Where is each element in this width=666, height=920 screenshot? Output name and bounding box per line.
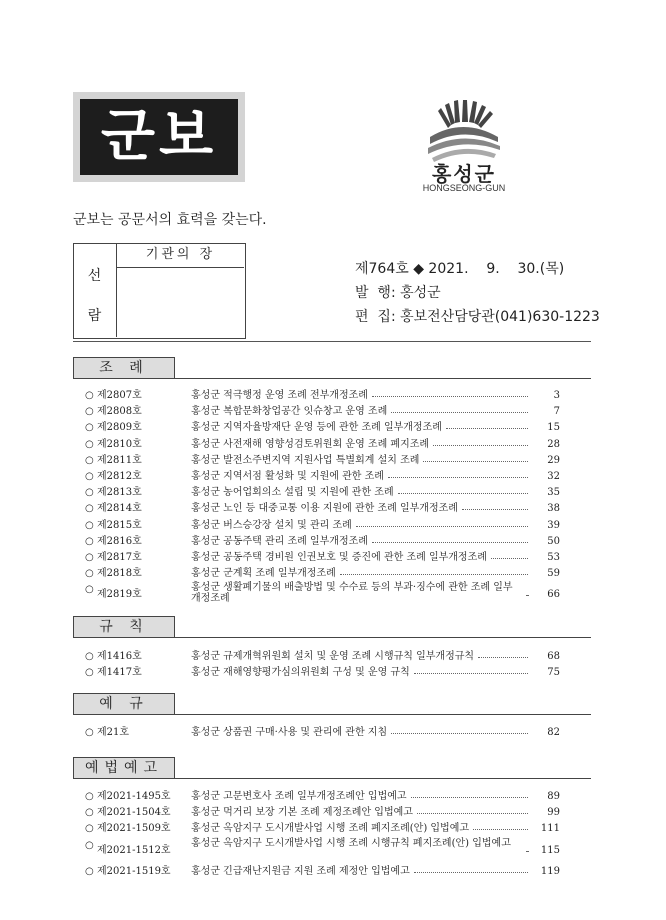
bullet-icon: ○ [85,422,94,434]
section-rule [73,778,591,779]
dot-leader [526,851,528,852]
item-page: 53 [547,552,560,563]
section-rule [73,637,591,638]
dot-leader [414,872,528,873]
item-title: 홍성군 옥암지구 도시개발사업 시행 조례 시행규칙 폐지조례(안) 입법예고 [191,837,511,849]
list-item [85,534,560,550]
bullet-icon: ○ [85,390,94,401]
item-number: 제2021-1509호 [97,823,171,835]
item-page: 38 [547,503,560,515]
item-page: 32 [547,471,560,482]
bullet-icon: ○ [85,651,94,662]
item-page: 68 [547,651,560,662]
item-page: 99 [547,807,560,819]
bullet-icon: ○ [85,807,94,819]
list-item [85,453,560,469]
section-rule [73,714,591,715]
bullet-icon: ○ [85,438,94,450]
item-number: 제2811호 [97,454,142,466]
item-number: 제2808호 [97,406,142,418]
bullet-icon: ○ [85,823,94,835]
publisher-line: 발 행: 홍성군 [355,285,441,301]
page-title: 군보 [80,99,238,175]
bullet-icon: ○ [85,487,94,499]
item-number: 제2818호 [97,568,142,580]
item-number: 제2021-1504호 [97,807,171,819]
list-item [85,649,560,665]
list-item [85,566,560,582]
circulation-label-top: 선 [87,268,102,284]
list-item [85,864,560,880]
dot-leader [462,509,528,510]
circulation-header: 기관의 장 [117,243,244,268]
item-title: 홍성군 재해영향평가심의위원회 구성 및 운영 규칙 [191,667,410,679]
dot-leader [478,657,528,658]
item-number: 제2816호 [97,535,142,547]
dot-leader [372,542,528,543]
bullet-icon: ○ [85,727,94,738]
item-number: 제1416호 [97,651,142,662]
list-item [85,437,560,453]
bullet-icon: ○ [85,519,94,531]
item-number: 제2021-1519호 [97,865,171,877]
circulation-label-bottom: 람 [87,308,102,324]
list-item [85,469,560,485]
item-page: 89 [547,791,560,802]
list-item [85,518,560,534]
item-title: 홍성군 생활폐기물의 배출방법 및 수수료 등의 부과·징수에 관한 조례 일부개정조례 [191,582,513,605]
item-number: 제2813호 [97,487,142,499]
item-number: 제2021-1495호 [97,791,171,802]
list-item [85,725,560,741]
item-page: 28 [547,438,560,450]
item-page: 75 [547,667,560,679]
item-title: 홍성군 발전소주변지역 지원사업 특별회계 설치 조례 [191,454,420,466]
item-title: 홍성군 노인 등 대중교통 이용 지원에 관한 조례 일부개정조례 [191,503,458,515]
item-number: 제21호 [97,727,130,738]
item-page: 15 [547,422,560,434]
bullet-icon: ○ [85,568,94,580]
bullet-icon: ○ [85,667,94,679]
item-title: 홍성군 공동주택 경비원 인권보호 및 증진에 관한 조례 일부개정조례 [191,552,487,563]
item-title: 홍성군 옥암지구 도시개발사업 시행 조례 폐지조례(안) 입법예고 [191,823,470,835]
bullet-icon: ○ [85,791,94,802]
editor-line: 편 집: 홍보전산담당관(041)630-1223 [355,309,600,325]
dot-leader [414,673,528,674]
bullet-icon: ○ [85,503,94,515]
item-number: 제2814호 [97,503,142,515]
item-page: 119 [540,865,560,877]
item-title: 홍성군 농어업회의소 설립 및 지원에 관한 조례 [191,487,394,499]
dot-leader [391,412,528,413]
dot-leader [473,829,528,830]
item-number: 제2819호 [97,589,142,601]
logo-name: 홍성군 [432,162,496,186]
dot-leader [411,797,528,798]
header-divider [73,341,591,342]
list-item [85,805,560,821]
item-page: 66 [547,589,560,601]
item-page: 35 [547,487,560,499]
item-title: 홍성군 먹거리 보장 기본 조례 제정조례안 입법예고 [191,807,413,819]
item-title: 홍성군 고문변호사 조례 일부개정조례안 입법예고 [191,791,407,802]
item-page: 3 [553,390,560,401]
dot-leader [433,445,528,446]
dot-leader [391,733,528,734]
section-label: 규 칙 [73,616,175,638]
notice-text: 군보는 공문서의 효력을 갖는다. [73,212,267,228]
item-number: 제1417호 [97,667,142,679]
bullet-icon: ○ [85,839,94,851]
section-label: 예법예고 [73,757,175,779]
dot-leader [340,574,528,575]
item-number: 제2815호 [97,519,142,531]
item-title: 홍성군 긴급재난지원금 지원 조례 제정안 입법예고 [191,865,410,877]
item-number: 제2021-1512호 [97,844,171,856]
issue-line: 제764호 ◆ 2021. 9. 30.(목) [355,261,565,277]
bullet-icon: ○ [85,584,94,596]
bullet-icon: ○ [85,406,94,418]
dot-leader [526,595,528,596]
section-rule [73,378,591,379]
item-page: 50 [547,535,560,547]
dot-leader [423,461,528,462]
item-title: 홍성군 군계획 조례 일부개정조례 [191,568,336,580]
list-item [85,388,560,404]
list-item [85,485,560,501]
dot-leader [372,396,528,397]
list-item [85,420,560,436]
item-number: 제2809호 [97,422,142,434]
item-title: 홍성군 버스승강장 설치 및 관리 조례 [191,519,352,531]
item-title: 홍성군 공동주택 관리 조례 일부개정조례 [191,535,368,547]
list-item [85,789,560,805]
list-item [85,582,560,608]
list-item [85,821,560,837]
bullet-icon: ○ [85,865,94,877]
item-number: 제2807호 [97,390,142,401]
bullet-icon: ○ [85,471,94,482]
item-title: 홍성군 사전재해 영향성검토위원회 운영 조례 폐지조례 [191,438,430,450]
dot-leader [446,428,528,429]
bullet-icon: ○ [85,552,94,563]
item-number: 제2812호 [97,471,142,482]
bullet-icon: ○ [85,454,94,466]
item-title: 홍성군 상품권 구매·사용 및 관리에 관한 지침 [191,727,388,738]
item-title: 홍성군 규제개혁위원회 설치 및 운영 조례 시행규칙 일부개정규칙 [191,651,475,662]
item-title: 홍성군 지역서점 활성화 및 지원에 관한 조례 [191,471,384,482]
item-number: 제2817호 [97,552,142,563]
list-item [85,838,560,864]
dot-leader [491,558,528,559]
item-page: 39 [547,519,560,531]
bullet-icon: ○ [85,535,94,547]
item-page: 115 [540,844,560,856]
logo-name-en: HONGSEONG-GUN [422,183,506,193]
item-title: 홍성군 지역자율방재단 운영 등에 관한 조례 일부개정조례 [191,422,442,434]
item-page: 82 [547,727,560,738]
list-item [85,550,560,566]
dot-leader [388,477,528,478]
list-item [85,665,560,681]
dot-leader [398,493,528,494]
item-page: 29 [547,454,560,466]
dot-leader [417,813,528,814]
list-item [85,404,560,420]
item-title: 홍성군 복합문화창업공간 잇슈창고 운영 조례 [191,406,388,418]
dot-leader [356,526,528,527]
section-label: 예 규 [73,693,175,715]
item-page: 7 [553,406,560,418]
item-title: 홍성군 적극행정 운영 조례 전부개정조례 [191,390,368,401]
item-page: 111 [540,823,560,835]
item-number: 제2810호 [97,438,142,450]
item-page: 59 [547,568,560,580]
section-label: 조 례 [73,357,175,379]
list-item [85,501,560,517]
